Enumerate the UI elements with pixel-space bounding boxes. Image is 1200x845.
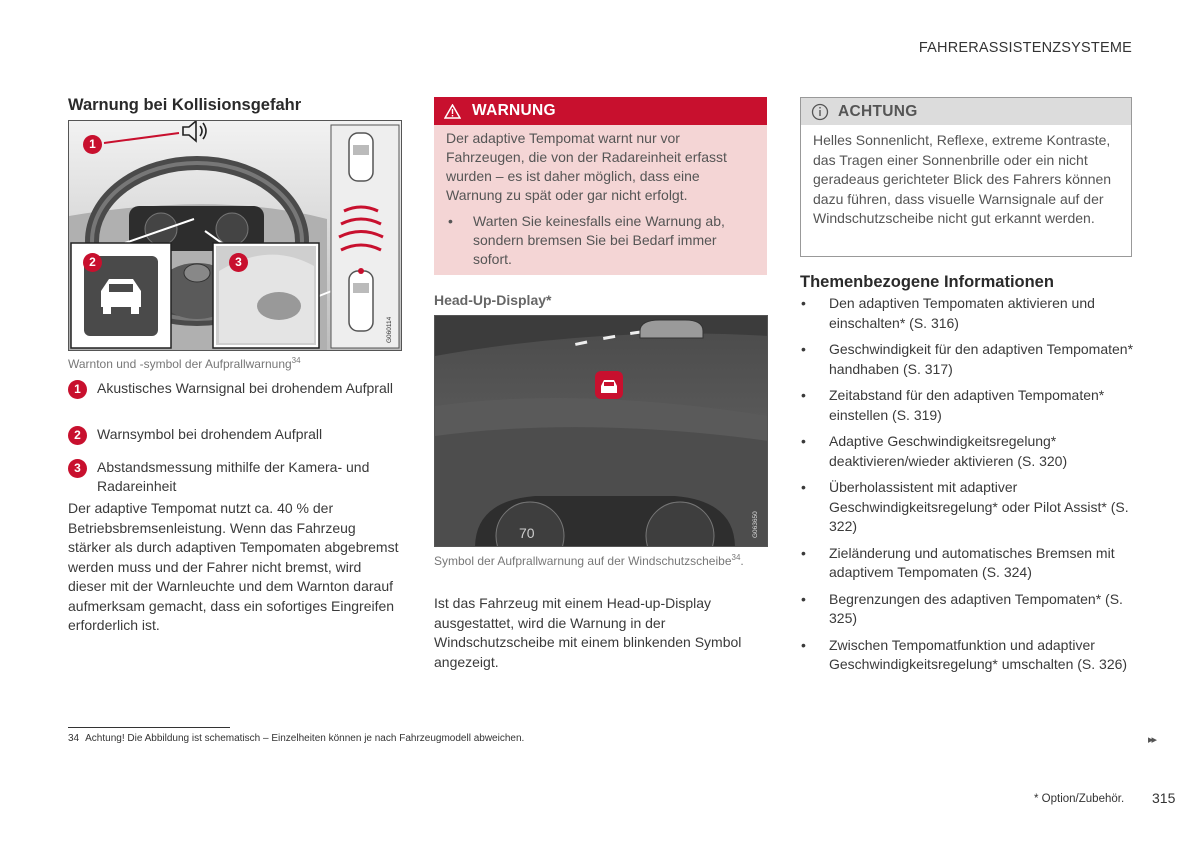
- list-item[interactable]: • Zwischen Tempomatfunktion und adaptiver Geschwindigkeitsregelung* umschalten (S. 326): [801, 636, 1128, 672]
- warning-text: Der adaptive Tempomat warnt nur vor Fahrzeugen, die von der Radareinheit erfasst wurden – es ist daher möglich, dass eine Warnung zu spät oder gar nicht erfolgt.: [446, 130, 727, 203]
- attention-box: [800, 97, 1132, 257]
- figure-badge-3: 3: [229, 253, 248, 272]
- option-note: * Option/Zubehör.: [1034, 793, 1125, 805]
- list-item[interactable]: • Geschwindigkeit für den adaptiven Tempomaten* handhaben (S. 317): [801, 341, 1134, 377]
- warning-bullet: • Warten Sie keinesfalls eine Warnung ab, sondern bremsen Sie bei Bedarf immer sofort.: [448, 213, 725, 267]
- attention-label: ACHTUNG: [838, 102, 918, 120]
- footnote: 34 Achtung! Die Abbildung ist schematisch – Einzelheiten können je nach Fahrzeugmodell abweichen.: [68, 733, 525, 744]
- section-title-hud: Head-Up-Display*: [434, 292, 552, 308]
- warning-box: [434, 97, 767, 275]
- list-item[interactable]: • Zieländerung und automatisches Bremsen mit adaptivem Tempomaten (S. 324): [801, 544, 1115, 580]
- speed-readout: 70: [519, 525, 535, 541]
- list-item[interactable]: • Begrenzungen des adaptiven Tempomaten* (S. 325): [801, 590, 1123, 626]
- warning-label: WARNUNG: [472, 102, 556, 119]
- figure-code: G060114: [386, 316, 393, 343]
- running-header: FAHRERASSISTENZSYSTEME: [918, 40, 1132, 56]
- figure-badge-1: 1: [83, 135, 102, 154]
- figure-badge-2: 2: [83, 253, 102, 272]
- footnote-divider: [68, 727, 230, 728]
- hud-illustration: [434, 315, 768, 547]
- collision-body-text: Der adaptive Tempomat nutzt ca. 40 % der Betriebsbremsenleistung. Wenn das Fahrzeug stärker als durch adaptiven Tempomaten abgebremst werden muss und der Fahrer nicht bremst, wird dieser mit der Warnleuchte und dem Warnton darauf aufmerksam gemacht, dass ein sofortiges Eingreifen erforderlich ist.: [68, 500, 399, 633]
- list-item[interactable]: • Überholassistent mit adaptiver Geschwindigkeitsregelung* oder Pilot Assist* (S. 322): [801, 479, 1129, 534]
- info-circle-icon: [811, 103, 829, 121]
- numbered-item-2: 2 Warnsymbol bei drohendem Aufprall: [68, 425, 402, 445]
- lead-vehicle-icon: [349, 133, 373, 181]
- list-item[interactable]: • Zeitabstand für den adaptiven Tempomaten* einstellen (S. 319): [801, 387, 1105, 423]
- lead-vehicle: [640, 320, 703, 338]
- own-vehicle-icon: [349, 268, 373, 331]
- section-title-collision: Warnung bei Kollisionsgefahr: [68, 96, 302, 114]
- section-title-related: Themenbezogene Informationen: [800, 273, 1054, 291]
- warning-triangle-icon: [444, 104, 461, 119]
- figure-code: G063650: [752, 511, 759, 538]
- collision-warning-illustration: [68, 120, 402, 351]
- figure-caption-hud: Symbol der Aufprallwarnung auf der Windschutzscheibe$^{34}$.: [434, 553, 744, 568]
- attention-text: Helles Sonnenlicht, Reflexe, extreme Kontraste, das Tragen einer Sonnenbrille oder ein nicht geradeaus gerichteter Blick des Fahrers können dazu führen, dass visuelle Warnsignale auf der Windschutzscheibe nicht gut erkannt werden.: [813, 132, 1112, 226]
- page-number: 315: [1152, 790, 1176, 806]
- numbered-item-3: 3 Abstandsmessung mithilfe der Kamera- und Radareinheit: [68, 458, 402, 496]
- numbered-item-1: 1 Akustisches Warnsignal bei drohendem Aufprall: [68, 379, 402, 399]
- related-info-list: [800, 294, 1134, 682]
- list-item[interactable]: • Adaptive Geschwindigkeitsregelung* deaktivieren/wieder aktivieren (S. 320): [801, 433, 1068, 469]
- hud-body-text: Ist das Fahrzeug mit einem Head-up-Display ausgestattet, wird die Warnung in der Windschutzscheibe mit einem blinkenden Symbol angezeigt.: [434, 595, 742, 670]
- continue-arrows-icon: ▸▸: [1148, 734, 1156, 746]
- hud-collision-warning-icon: [595, 371, 623, 399]
- list-item[interactable]: • Den adaptiven Tempomaten aktivieren und einschalten* (S. 316): [801, 295, 1095, 331]
- figure-caption-collision: Warnton und -symbol der Aufprallwarnung$^{34}$: [68, 356, 301, 371]
